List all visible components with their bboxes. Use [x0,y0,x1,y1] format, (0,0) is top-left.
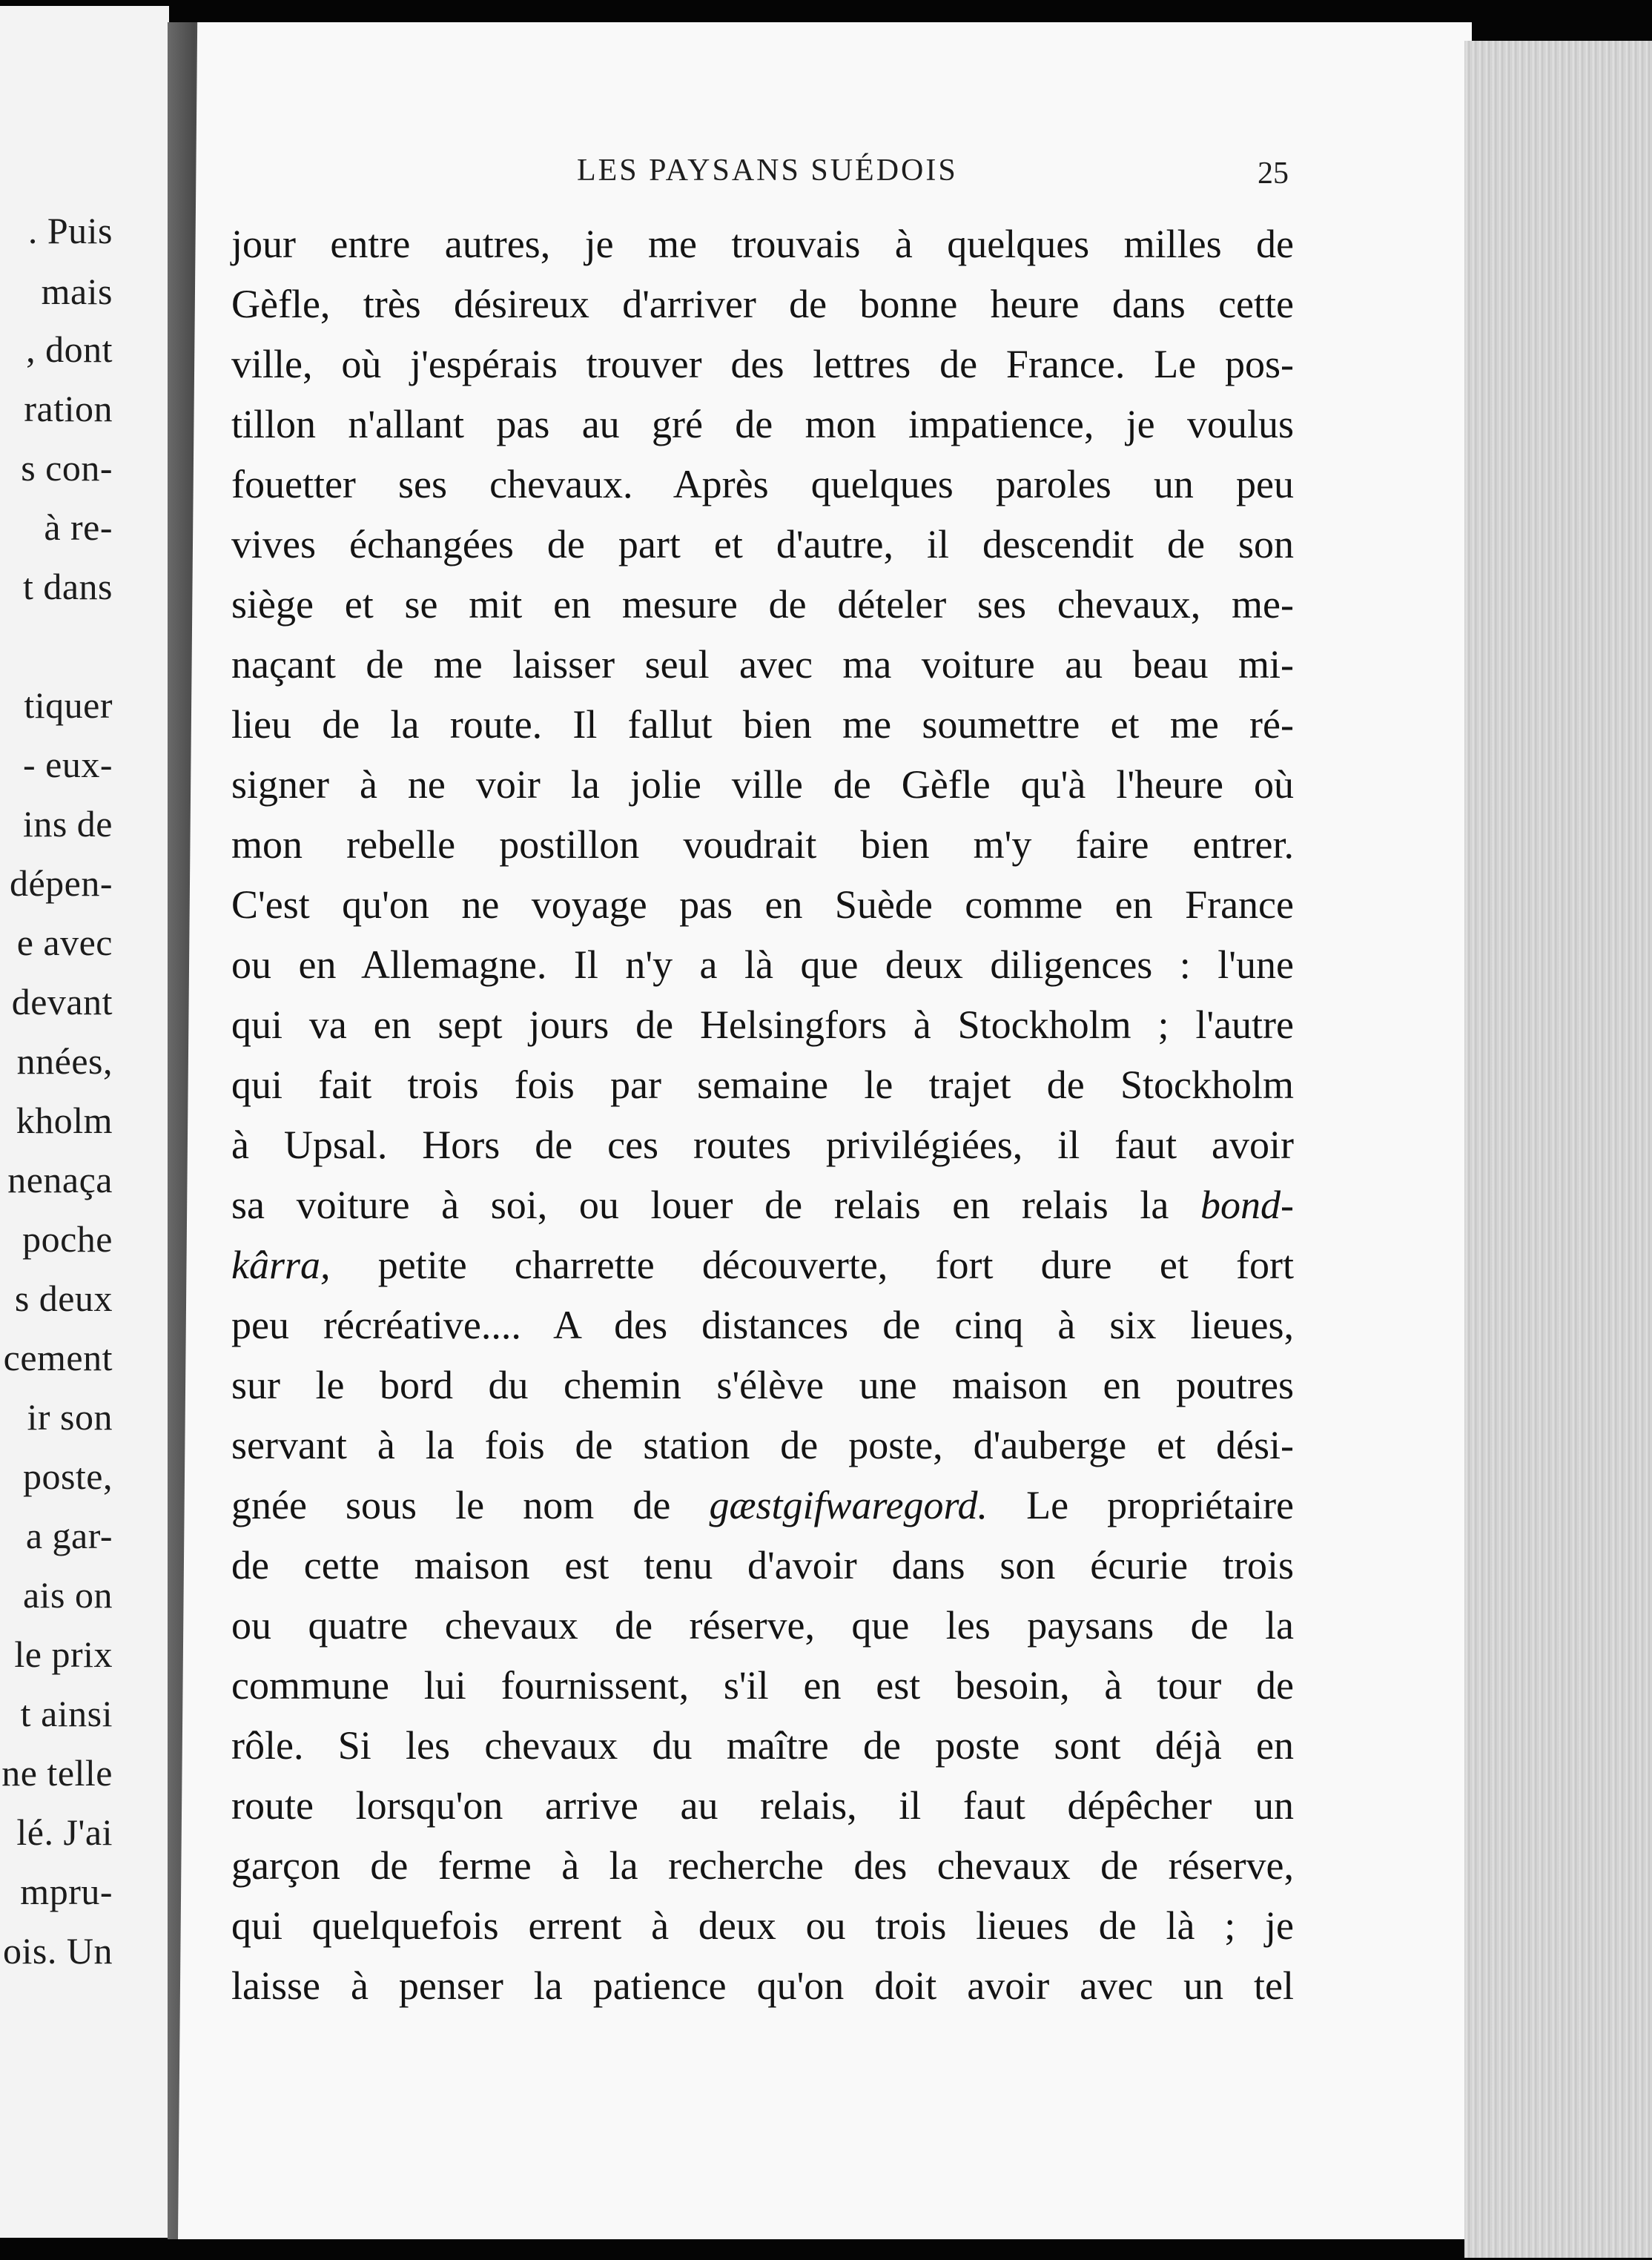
left-page-fragment: t ainsi [20,1693,113,1734]
left-page-fragment: devant [11,981,113,1022]
page-number: 25 [1258,156,1289,191]
text-line: ou en Allemagne. Il n'y a là que deux diligences : l'une [231,942,1294,987]
left-page-fragment: a gar- [25,1515,113,1556]
text-line: peu récréative.... A des distances de cinq à six lieues, [231,1303,1294,1347]
text-line: à Upsal. Hors de ces routes privilégiées, il faut avoir [231,1123,1294,1167]
left-page-fragment: s deux [14,1278,113,1319]
text-segment: gnée sous le nom de [231,1483,671,1527]
left-page-fragment: ois. Un [3,1930,113,1972]
text-line [231,1245,1294,1285]
left-page-fragment: mais [41,271,113,312]
left-page-fragment: ais on [22,1574,113,1616]
running-head: LES PAYSANS SUÉDOIS [577,153,958,188]
left-page-fragment: lé. J'ai [16,1811,113,1853]
text-line: qui fait trois fois par semaine le trajet de Stockholm [231,1063,1294,1107]
page-edges [1464,41,1652,2258]
text-line: siège et se mit en mesure de dételer ses chevaux, me- [231,582,1294,627]
text-line: signer à ne voir la jolie ville de Gèfle qu'à l'heure où [231,762,1294,807]
left-page-fragment: - eux- [23,744,113,785]
left-page-fragment: e avec [16,922,113,963]
left-page-fragment: nnées, [16,1040,113,1082]
left-page-fragment: nenaça [7,1159,113,1200]
text-line: lieu de la route. Il fallut bien me soumettre et me ré- [231,702,1294,747]
italic-term: gæstgifwaregord. [709,1483,988,1527]
text-line: route lorsqu'on arrive au relais, il faut dépêcher un [231,1783,1294,1828]
text-line [231,1185,1294,1225]
text-line: de cette maison est tenu d'avoir dans son écurie trois [231,1543,1294,1587]
left-page-fragment: ir son [27,1396,113,1438]
italic-term: bond- [1200,1183,1294,1227]
text-line: commune lui fournissent, s'il en est besoin, à tour de [231,1663,1294,1708]
text-line: sur le bord du chemin s'élève une maison en poutres [231,1363,1294,1407]
left-page-fragment: s con- [21,447,113,489]
left-page-fragment: à re- [44,506,113,548]
text-line: laisse à penser la patience qu'on doit avoir avec un tel [231,1963,1294,2008]
italic-term: kârra, [231,1243,331,1287]
left-page-fragment: ins de [22,803,113,845]
left-page-fragment: , dont [26,328,113,370]
text-line: rôle. Si les chevaux du maître de poste sont déjà en [231,1723,1294,1768]
text-line: ou quatre chevaux de réserve, que les paysans de la [231,1603,1294,1648]
left-page-fragment: cement [3,1337,113,1378]
text-line: servant à la fois de station de poste, d'auberge et dési- [231,1423,1294,1467]
text-line: garçon de ferme à la recherche des chevaux de réserve, [231,1843,1294,1888]
left-page-fragment: t dans [22,566,113,607]
left-page [0,6,169,2238]
text-segment: Le propriétaire [1026,1483,1295,1527]
left-page-fragment: kholm [16,1100,113,1141]
text-line: C'est qu'on ne voyage pas en Suède comme en France [231,882,1294,927]
left-page-fragment: poche [22,1218,113,1260]
text-line: Gèfle, très désireux d'arriver de bonne heure dans cette [231,282,1294,326]
text-segment: petite charrette découverte, fort dure et fort [377,1243,1295,1287]
left-page-fragment: ne telle [1,1752,113,1794]
text-line: fouetter ses chevaux. Après quelques paroles un peu [231,462,1294,506]
text-line: jour entre autres, je me trouvais à quelques milles de [231,222,1294,266]
left-page-fragment: ration [24,388,113,429]
left-page-fragment: . Puis [27,210,113,251]
text-line: qui va en sept jours de Helsingfors à Stockholm ; l'autre [231,1002,1294,1047]
left-page-fragment: le prix [14,1633,113,1675]
text-segment: sa voiture à soi, ou louer de relais en relais la [231,1183,1169,1227]
text-line: vives échangées de part et d'autre, il descendit de son [231,522,1294,566]
text-line: mon rebelle postillon voudrait bien m'y faire entrer. [231,822,1294,867]
text-line: ville, où j'espérais trouver des lettres de France. Le pos- [231,342,1294,386]
text-line [231,1485,1294,1525]
left-page-fragment: dépen- [9,862,113,904]
text-line: tillon n'allant pas au gré de mon impatience, je voulus [231,402,1294,446]
left-page-fragment: mpru- [20,1871,113,1912]
left-page-fragment: poste, [22,1456,113,1497]
text-line: qui quelquefois errent à deux ou trois lieues de là ; je [231,1903,1294,1948]
left-page-fragment: tiquer [24,684,113,726]
text-line: naçant de me laisser seul avec ma voiture au beau mi- [231,642,1294,687]
